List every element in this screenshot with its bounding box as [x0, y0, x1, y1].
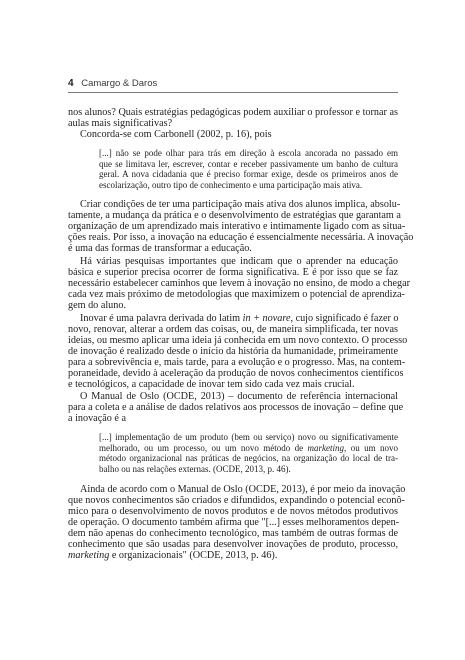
text-line: a inovação é a	[68, 413, 126, 424]
quote-line: [...] não se pode olhar para trás em direção à escola ancorada no passado em	[99, 148, 398, 158]
text-line: O Manual de Oslo (OCDE, 2013) – documento de referência internacional	[80, 391, 398, 402]
text-line: tamente, a mudança da prática e o desenvolvimento de estratégias que garantam a	[68, 210, 401, 221]
text-line: conhecimento que são usadas para desenvolver inovações de produto, processo,	[68, 539, 398, 550]
text-line: Criar condições de ter uma participação mais ativa dos alunos implica, absolu-	[80, 199, 401, 210]
text-line: básica e superior precisa ocorrer de forma significativa. E é por isso que se faz	[68, 267, 398, 278]
text-line: Ainda de acordo com o Manual de Oslo (OCDE, 2013), é por meio da inovação	[80, 484, 406, 495]
quote-line: balho ou nas relações externas. (OCDE, 2013, p. 46).	[99, 464, 291, 474]
quote-line: [...] implementação de um produto (bem ou serviço) novo ou significativamente	[99, 432, 398, 442]
text-line: que novos conhecimentos são criados e difundidos, expandindo o potencial econô-	[68, 495, 405, 506]
text-line: para a coleta e a análise de dados relativos aos processos de inovação – define que	[68, 402, 404, 413]
text-line: Há várias pesquisas importantes que indicam que o aprender na educação	[80, 256, 398, 267]
quote-line: melhorado, ou um processo, ou um novo método de marketing, ou um novo	[99, 443, 398, 453]
header-rule	[68, 92, 398, 93]
text-line: marketing e organizacionais" (OCDE, 2013, p. 46).	[68, 550, 278, 561]
quote-line: método organizacional nas práticas de negócios, na organização do local de tra-	[99, 453, 398, 463]
quote-line: escolarização, outro tipo de conhecimento e uma participação mais ativa.	[99, 180, 363, 190]
text-line: nos alunos? Quais estratégias pedagógicas podem auxiliar o professor e tornar as	[68, 107, 398, 118]
text-line: é uma das formas de transformar a educação.	[68, 243, 252, 254]
text-line: ideias, ou mesmo aplicar uma ideia já conhecida em um novo contexto. O processo	[68, 335, 408, 346]
text-line: organização de um aprendizado mais interativo e intimamente ligado com as situa-	[68, 221, 406, 232]
text-line: novo, renovar, alterar a ordem das coisas, ou, de maneira simplificada, ter novas	[68, 324, 398, 335]
text-line: ções reais. Por isso, a inovação na educação é essencialmente necessária. A inovação	[68, 232, 414, 243]
text-line: e tecnológicos, a capacidade de inovar tem sido cada vez mais crucial.	[68, 379, 355, 390]
text-line: Concorda-se com Carbonell (2002, p. 16), pois	[80, 129, 272, 140]
text-line: de operação. O documento também afirma que "[...] esses melhoramentos depen-	[68, 517, 400, 528]
quote-line: que se limitava ler, escrever, contar e receber passivamente um banho de cultura	[99, 159, 398, 169]
text-line: mico para o desenvolvimento de novos produtos e de novos métodos produtivos	[68, 506, 398, 517]
text-line: necessário estabelecer caminhos que levem à inovação no ensino, de modo a chegar	[68, 278, 410, 289]
text-line: de inovação é realizado desde o início da história da humanidade, primeiramente	[68, 346, 398, 357]
page-header	[68, 78, 157, 89]
text-line: Inovar é uma palavra derivada do latim in + novare, cujo significado é fazer o	[80, 313, 399, 324]
running-title: Camargo & Daros	[81, 78, 158, 89]
quote-line: geral. A nova cidadania que é preciso formar exige, desde os primeiros anos de	[99, 169, 398, 179]
text-line: aulas mais significativas?	[68, 118, 173, 129]
page-number: 4	[68, 78, 74, 89]
text-line: gem do aluno.	[68, 300, 127, 311]
text-line: cada vez mais próximo de metodologias que maximizem o potencial de aprendiza-	[68, 289, 405, 300]
text-line: dem não apenas do conhecimento tecnológico, mas também de outras formas de	[68, 528, 398, 539]
text-line: poraneidade, devido à aceleração da produção de novos conhecimentos científicos	[68, 368, 404, 379]
text-line: para a sobrevivência e, mais tarde, para a evolução e o progresso. Mas, na contem-	[68, 357, 406, 368]
